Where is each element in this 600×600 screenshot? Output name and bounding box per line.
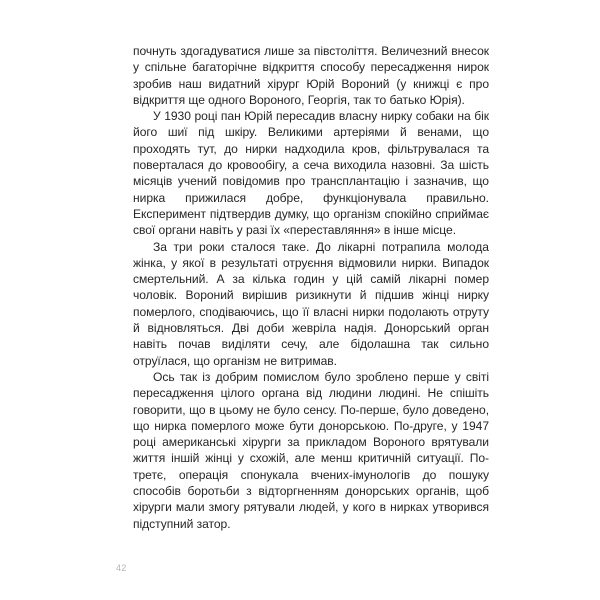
body-text-column xyxy=(133,43,489,532)
page-number: 42 xyxy=(116,563,127,573)
body-paragraph: почнуть здогадуватися лише за півстоліття. Величезний внесок у спільне багаторічне відкриття способу пересадження нирок зробив наш видатний хірург Юрій Вороний (у книжці є про відкриття ще одного Вороного, Георгія, так то батько Юрія). xyxy=(133,44,489,107)
body-paragraph: Ось так із добрим помислом було зроблено перше у світі пересадження цілого органа від людини людині. Не спішіть говорити, що в цьому не було сенсу. По-перше, було доведено, що нирка померлого може бути донорською. По-друге, у 1947 році американські хірурги за прикладом Вороного врятували життя іншій жінці у схожій, але менш критичній ситуації. По-третє, операція спонукала вчених-імунологів до пошуку способів боротьби з відторгненням донорських органів, щоб хірурги мали змогу рятували людей, у кого в нирках утворився підступний затор. xyxy=(133,369,489,531)
body-paragraph: За три роки сталося таке. До лікарні потрапила молода жінка, у якої в результаті отруєння відмовили нирки. Випадок смертельний. А за кілька годин у цій самій лікарні помер чоловік. Вороний вирішив ризикнути й підшив жінці нирку померлого, сподіваючись, що її власні нирки подолають отруту й відновляться. Дві доби жевріла надія. Донорський орган навіть почав виділяти сечу, але бідолашна так сильно отруїлася, що організм не витримав. xyxy=(133,239,489,368)
body-paragraph: У 1930 році пан Юрій пересадив власну нирку собаки на бік його шиї під шкіру. Великими артеріями й венами, що проходять тут, до нирки надходила кров, фільтрувалася та поверталася до кровообігу, а сеча виходила назовні. За шість місяців учений повідомив про трансплантацію і зазначив, що нирка прижилася добре, функціонувала правильно. Експеримент підтвердив думку, що організм спокійно сприймає свої органи навіть у разі їх «переставляння» в інше місце. xyxy=(133,109,489,238)
